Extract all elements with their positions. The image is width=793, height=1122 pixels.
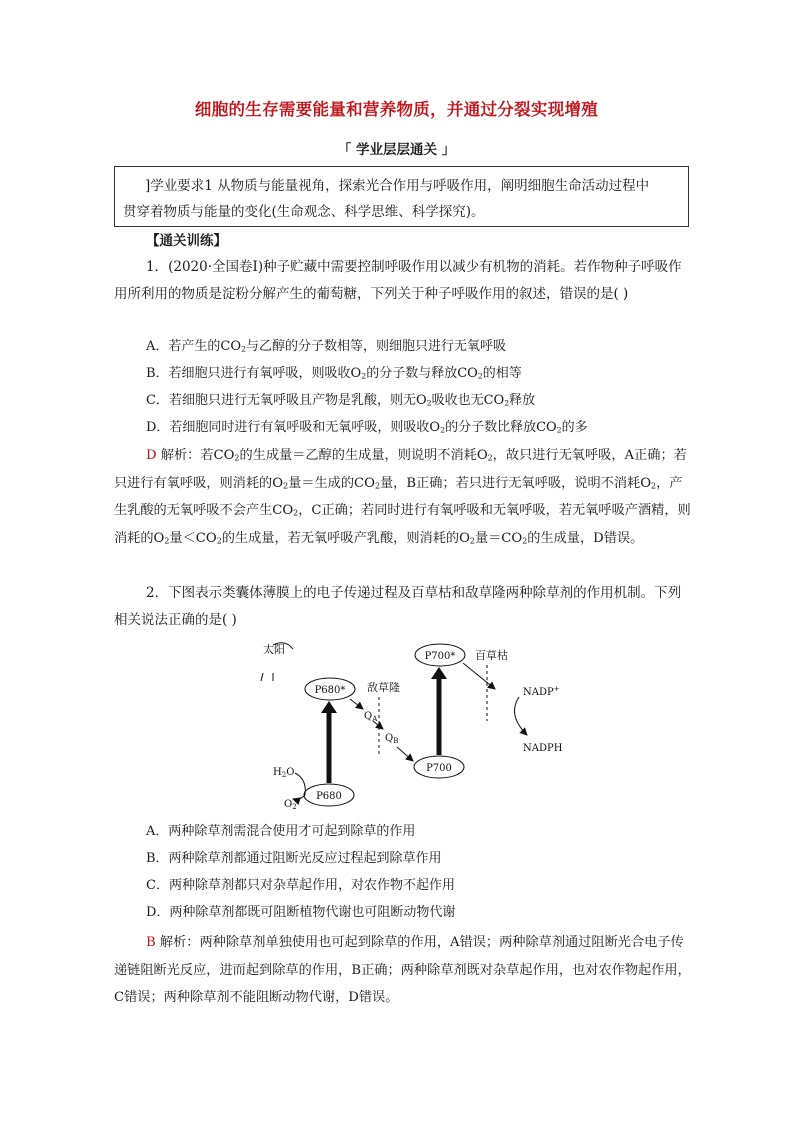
requirement-line-1: ]学业要求1 从物质与能量视角，探索光合作用与呼吸作用，阐明细胞生命活动过程中 (145, 178, 650, 194)
answer-letter: D (146, 448, 157, 463)
nadph-label: NADPH (523, 743, 563, 754)
question-1-option-d: D．若细胞同时进行有氧呼吸和无氧呼吸，则吸收$O_2$的分子数比释放$CO_2$的多 (146, 420, 588, 435)
p680-star-label: P680* (314, 685, 346, 696)
question-1-option-a: A．若产生的$CO_2$与乙醇的分子数相等，则细胞只进行无氧呼吸 (146, 339, 506, 354)
question-2-option-b: B．两种除草剂都通过阻断光反应过程起到除草作用 (146, 851, 442, 866)
qa-label: $Q_A$ (364, 711, 378, 723)
electron-transport-diagram (255, 637, 595, 815)
question-1-explanation: D 解析：若$CO_2$的生成量＝乙醇的生成量，则说明不消耗$O_2$，故只进行无氧呼吸，A正确；若只进行有氧呼吸，则消耗的$O_2$量＝生成的$CO_2$量，B正确；若只进行无氧呼吸，说明不消耗$O_2$，产生乳酸的无氧呼吸不会产生$CO_2$，C正确；若同时进行有氧呼吸和无氧呼吸，若无氧呼吸产酒精，则消耗的$O_2$量$<CO_2$的生成量，若无氧呼吸产乳酸，则消耗的$O_2$量$=CO_2$的生成量，D错误。 (114, 448, 691, 546)
water-splitting-arrow (293, 773, 305, 800)
qb-label: $Q_B$ (385, 733, 399, 745)
question-1-stem: 1．(2020·全国卷Ⅰ)种子贮藏中需要控制呼吸作用以减少有机物的消耗。若作物种子呼吸作用所利用的物质是淀粉分解产生的葡萄糖，下列关于种子呼吸作用的叙述，错误的是( ) (114, 259, 682, 303)
answer-letter: B (146, 935, 156, 950)
requirement-box (114, 166, 689, 227)
question-2-option-d: D．两种除草剂都既可阻断植物代谢也可阻断动物代谢 (146, 905, 456, 920)
p680-label: P680 (316, 791, 342, 802)
question-2-explanation: B 解析：两种除草剂单独使用也可起到除草的作用，A错误；两种除草剂通过阻断光合电子传递链阻断光反应，进而起到除草的作用，B正确；两种除草剂既对杂草起作用，也对农作物起作用，C错误；两种除草剂不能阻断动物代谢，D错误。 (114, 935, 691, 1005)
page-title: 细胞的生存需要能量和营养物质，并通过分裂实现增殖 (194, 100, 599, 119)
nadp-label: NADP+ (523, 685, 560, 698)
h2o-label: $H_2O$ (273, 767, 295, 779)
section-banner: 「 学业层层通关 」 (337, 142, 456, 158)
question-1-option-b: B．若细胞只进行有氧呼吸，则吸收$O_2$的分子数与释放$CO_2$的相等 (146, 366, 522, 381)
question-2-option-a: A．两种除草剂需混合使用才可起到除草的作用 (146, 824, 416, 839)
section-label: 【通关训练】 (146, 233, 227, 249)
p700-label: P700 (426, 763, 452, 774)
nadp-reduction-arrow (515, 697, 528, 735)
requirement-line-2: 贯穿着物质与能量的变化(生命观念、科学思维、科学探究)。 (123, 204, 485, 220)
question-1-option-c: C．若细胞只进行无氧呼吸且产物是乳酸，则无$O_2$吸收也无$CO_2$释放 (146, 393, 536, 408)
sun-label: 太阳 (263, 643, 285, 656)
diuron-label: 敌草隆 (367, 681, 400, 694)
paraquat-label: 百草枯 (475, 649, 508, 662)
question-2-option-c: C．两种除草剂都只对杂草起作用，对农作物不起作用 (146, 878, 455, 893)
p700-star-label: P700* (424, 651, 456, 662)
o2-label: $O_2$ (284, 799, 297, 811)
question-2-stem: 2．下图表示类囊体薄膜上的电子传递过程及百草枯和敌草隆两种除草剂的作用机制。下列相关说法正确的是( ) (114, 585, 682, 629)
